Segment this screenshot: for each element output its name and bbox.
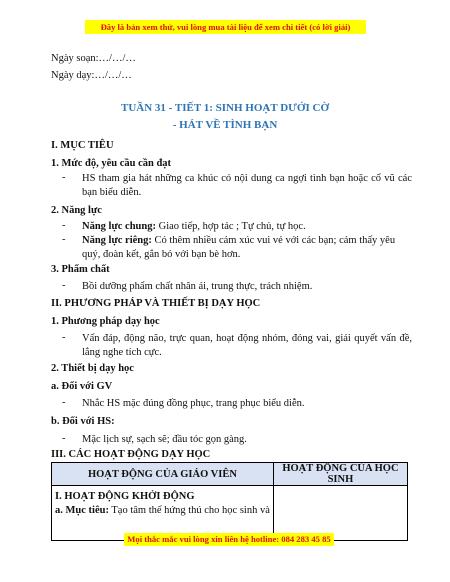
contact-footer-banner: Mọi thắc mắc vui lòng xin liên hệ hotline: 084 283 45 85 bbox=[124, 533, 334, 546]
lesson-title: TUẦN 31 - TIẾT 1: SINH HOẠT DƯỚI CỜ bbox=[120, 102, 330, 114]
teach-date: Ngày dạy:…/…/… bbox=[51, 70, 132, 81]
section-activities-heading: III. CÁC HOẠT ĐỘNG DẠY HỌC bbox=[51, 449, 211, 460]
objective-text: Tạo tâm thế hứng thú cho học sinh và bbox=[108, 505, 270, 516]
requirements-heading: 1. Mức độ, yêu cầu cần đạt bbox=[51, 158, 172, 169]
teacher-activity-column-header: HOẠT ĐỘNG CỦA GIÁO VIÊN bbox=[52, 463, 274, 486]
teacher-equipment-text: Nhắc HS mặc đúng đồng phục, trang phục biểu diễn. bbox=[82, 398, 305, 409]
bullet-dash: - bbox=[62, 332, 66, 343]
methods-text: Vấn đáp, động não, trực quan, hoạt động nhóm, đóng vai, giải quyết vấn đề, lắng nghe tích cực. bbox=[82, 333, 412, 358]
prep-date: Ngày soạn:…/…/… bbox=[51, 53, 136, 64]
list-item bbox=[62, 332, 412, 362]
specific-competency-text: Có thêm nhiều cảm xúc vui vẻ với các bạn; cảm thấy yêu quý, đoàn kết, gắn bó với bạn bè hơn. bbox=[82, 235, 396, 260]
section-objectives-heading: I. MỤC TIÊU bbox=[51, 140, 114, 151]
student-equipment-heading: b. Đối với HS: bbox=[51, 416, 115, 427]
methods-heading: 1. Phương pháp dạy học bbox=[51, 316, 160, 327]
bullet-dash: - bbox=[62, 220, 66, 231]
specific-competency-label: Năng lực riêng: bbox=[82, 235, 152, 246]
list-item bbox=[62, 280, 412, 296]
list-item bbox=[62, 397, 412, 413]
equipment-heading: 2. Thiết bị dạy học bbox=[51, 363, 134, 374]
section-methods-heading: II. PHƯƠNG PHÁP VÀ THIẾT BỊ DẠY HỌC bbox=[51, 298, 261, 309]
warmup-activity-heading: I. HOẠT ĐỘNG KHỞI ĐỘNG bbox=[55, 491, 195, 502]
teacher-equipment-heading: a. Đối với GV bbox=[51, 381, 113, 392]
table-header-row bbox=[52, 463, 408, 486]
qualities-text: Bồi dưỡng phẩm chất nhân ái, trung thực, trách nhiệm. bbox=[82, 281, 313, 292]
list-item bbox=[62, 433, 412, 449]
bullet-dash: - bbox=[62, 280, 66, 291]
general-competency-text: Giao tiếp, hợp tác ; Tự chủ, tự học. bbox=[155, 221, 306, 232]
student-equipment-text: Mặc lịch sự, sạch sẽ; đầu tóc gọn gàng. bbox=[82, 434, 247, 445]
competency-heading: 2. Năng lực bbox=[51, 205, 102, 216]
activities-table bbox=[51, 462, 408, 541]
qualities-heading: 3. Phẩm chất bbox=[51, 264, 110, 275]
general-competency-label: Năng lực chung: bbox=[82, 221, 156, 232]
bullet-dash: - bbox=[62, 433, 66, 444]
preview-banner: Đây là bản xem thử, vui lòng mua tài liệu để xem chi tiết (có lời giải) bbox=[85, 20, 366, 34]
list-item bbox=[62, 234, 412, 264]
objective-label: a. Mục tiêu: bbox=[55, 505, 109, 516]
requirements-text: HS tham gia hát những ca khúc có nội dung ca ngợi tình bạn hoặc cổ vũ các bạn biểu diễn. bbox=[82, 173, 412, 198]
bullet-dash: - bbox=[62, 397, 66, 408]
lesson-subtitle: - HÁT VỀ TÌNH BẠN bbox=[172, 119, 278, 131]
bullet-dash: - bbox=[62, 234, 66, 245]
student-activity-column-header: HOẠT ĐỘNG CỦA HỌC SINH bbox=[273, 463, 407, 486]
bullet-dash: - bbox=[62, 172, 66, 183]
list-item bbox=[62, 172, 412, 202]
